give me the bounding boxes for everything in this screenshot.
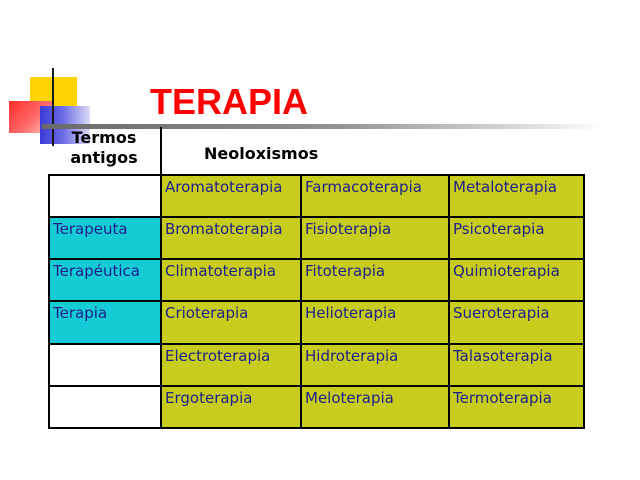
neologism-cell: Termoterapia (449, 386, 584, 428)
old-term-cell (49, 175, 161, 217)
neologisms-header: Neoloxismos (204, 144, 319, 163)
neologism-cell: Fisioterapia (301, 217, 449, 259)
neologism-cell: Psicoterapia (449, 217, 584, 259)
neologism-cell: Sueroterapia (449, 301, 584, 343)
table-row (49, 301, 584, 343)
table-row (49, 175, 584, 217)
neologism-cell: Aromatoterapia (161, 175, 301, 217)
neologism-cell: Farmacoterapia (301, 175, 449, 217)
terms-table (48, 174, 585, 429)
neologism-cell: Electroterapia (161, 344, 301, 386)
neologism-cell: Meloterapia (301, 386, 449, 428)
table-row (49, 217, 584, 259)
old-term-cell: Terapia (49, 301, 161, 343)
table-row (49, 259, 584, 301)
neologism-cell: Quimioterapia (449, 259, 584, 301)
neologism-cell: Metaloterapia (449, 175, 584, 217)
header-divider (160, 127, 162, 175)
old-term-cell (49, 386, 161, 428)
neologism-cell: Helioterapia (301, 301, 449, 343)
table-row (49, 386, 584, 428)
neologism-cell: Ergoterapia (161, 386, 301, 428)
old-term-cell: Terapeuta (49, 217, 161, 259)
terms-table-body (49, 175, 584, 428)
neologism-cell: Fitoterapia (301, 259, 449, 301)
old-term-cell (49, 344, 161, 386)
old-term-cell: Terapéutica (49, 259, 161, 301)
neologism-cell: Climatoterapia (161, 259, 301, 301)
neologism-cell: Bromatoterapia (161, 217, 301, 259)
neologism-cell: Talasoterapia (449, 344, 584, 386)
neologism-cell: Hidroterapia (301, 344, 449, 386)
neologism-cell: Crioterapia (161, 301, 301, 343)
old-terms-header: Termos antigos (70, 128, 138, 167)
table-row (49, 344, 584, 386)
page-title: TERAPIA (150, 81, 309, 122)
